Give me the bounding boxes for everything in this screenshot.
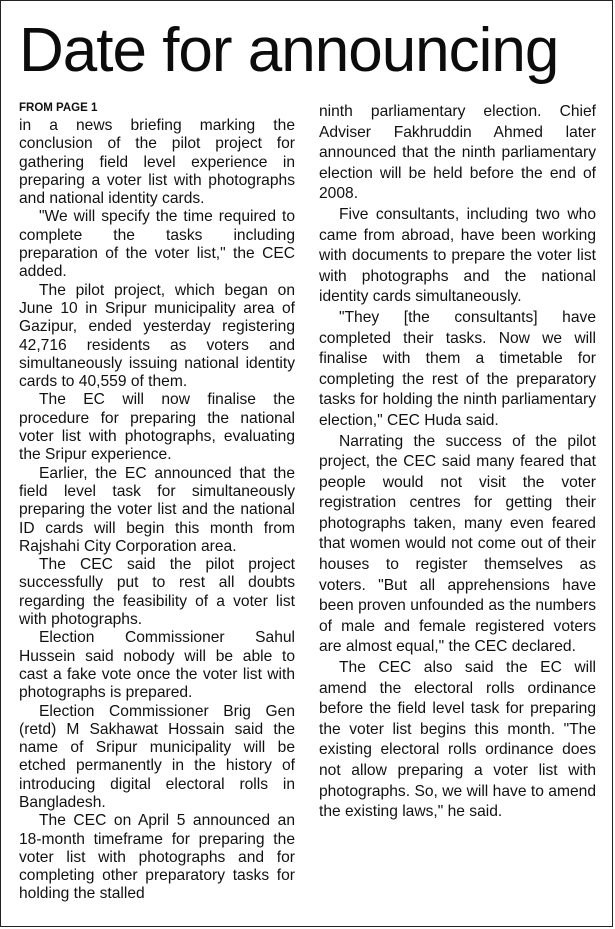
paragraph: Narrating the success of the pilot project, the CEC said many feared that people would not visit the voter registration centres for getting their photographs taken, many even feared that women would not come out of their houses to register themselves as voters. "But all apprehensions have been proven unfounded as the numbers of male and female registered voters are almost equal," the CEC declared. xyxy=(319,432,596,656)
paragraph: "They [the consultants] have completed their tasks. Now we will finalise with them a timetable for completing the rest of the preparatory tasks for holding the ninth parliamentary election," CEC Huda said. xyxy=(319,308,596,429)
kicker: FROM PAGE 1 xyxy=(19,102,98,114)
paragraph: ninth parliamentary election. Chief Adviser Fakhruddin Ahmed later announced that the ninth parliamentary election will be held before the end of 2008. xyxy=(319,103,596,203)
right-column xyxy=(319,102,596,823)
paragraph: Election Commissioner Brig Gen (retd) M Sakhawat Hossain said the name of Sripur municipality will be etched permanently in the history of introducing digital electoral rolls in Bangladesh. xyxy=(19,702,295,811)
paragraph: in a news briefing marking the conclusion of the pilot project for gathering field level experience in preparing a voter list with photographs and national identity cards. xyxy=(19,117,295,208)
left-column xyxy=(19,101,295,904)
paragraph: Five consultants, including two who came from abroad, have been working with documents to prepare the voter list with photographs and the national identity cards simultaneously. xyxy=(319,205,596,306)
paragraph: The CEC also said the EC will amend the electoral rolls ordinance before the field level task for preparing the voter list begins this month. "The existing electoral rolls ordinance does not allow preparing a voter list with photographs. So, we will have to amend the existing laws," he said. xyxy=(319,659,596,821)
paragraph: The CEC said the pilot project successfully put to rest all doubts regarding the feasibility of a voter list with photographs. xyxy=(19,556,295,629)
paragraph: Election Commissioner Sahul Hussein said nobody will be able to cast a fake vote once the voter list with photographs is prepared. xyxy=(19,629,295,702)
paragraph: The pilot project, which began on June 10 in Sripur municipality area of Gazipur, ended yesterday registering 42,716 residents as voters and simultaneously issuing national identity cards to 40,559 of them. xyxy=(19,281,295,391)
paragraph: The EC will now finalise the procedure for preparing the national voter list with photographs, evaluating the Sripur experience. xyxy=(19,391,295,464)
paragraph: The CEC on April 5 announced an 18-month timeframe for preparing the voter list with photographs and for completing other preparatory tasks for holding the stalled xyxy=(19,812,295,903)
paragraph: Earlier, the EC announced that the field level task for simultaneously preparing the voter list and the national ID cards will begin this month from Rajshahi City Corporation area. xyxy=(19,464,295,555)
paragraph: "We will specify the time required to complete the tasks including preparation of the voter list," the CEC added. xyxy=(19,208,295,281)
headline: Date for announcing xyxy=(19,16,559,85)
